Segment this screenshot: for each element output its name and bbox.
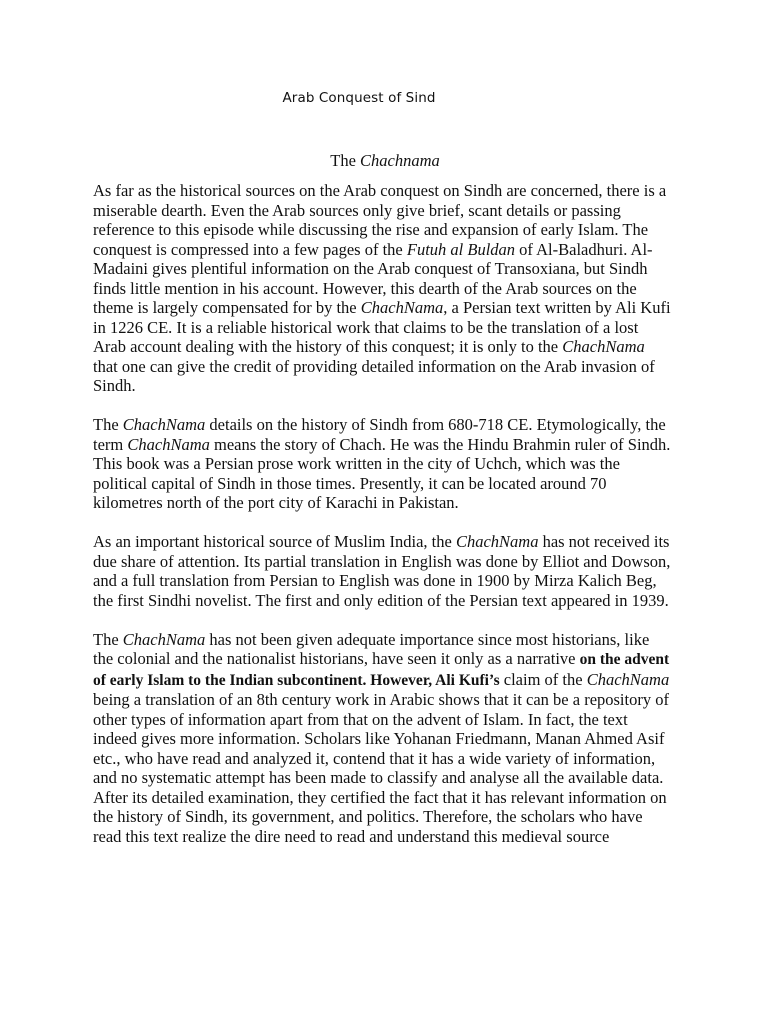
paragraph-text: claim of the <box>499 669 587 689</box>
paragraph-text: The <box>93 415 123 434</box>
paragraph-2 <box>93 415 673 513</box>
italic-title: ChachNama <box>562 337 645 356</box>
italic-title: ChachNama <box>127 434 210 454</box>
italic-title: ChachNama <box>122 415 206 434</box>
paragraph-text: means the story of Chach. He was the Hindu Brahmin ruler of Sindh. This book was a Persian prose work written in the city of Uchch, which was the political capital of Sindh in those times. Presently, it can be located around 70 kilometres north of the port city of Karachi in Pakistan. <box>93 434 671 512</box>
paragraph-3 <box>93 532 673 610</box>
paragraph-text: details on the history of Sindh from 680-718 CE. Etymologically, the term <box>93 415 666 454</box>
italic-title: ChachNama <box>455 532 539 551</box>
italic-title: ChachNama <box>360 298 444 317</box>
section-heading-italic: Chachnama <box>360 151 440 170</box>
paragraph-1 <box>93 181 673 396</box>
paragraph-text: The <box>93 629 123 649</box>
italic-title: Futuh al Buldan <box>406 239 516 259</box>
document-title: Arab Conquest of Sind <box>282 90 436 106</box>
italic-title: ChachNama <box>586 669 670 689</box>
paragraph-text: has not been given adequate importance since most historians, like the colonial and the nationalist historians, have seen it only as a narrative <box>93 629 650 668</box>
paragraph-text: of Al-Baladhuri. Al-Madaini gives plentiful information on the Arab conquest of Transoxiana, but Sindh finds little mention in his account. However, this dearth of the Arab sources on the theme is largely compensated for by the <box>93 239 653 317</box>
paragraph-4 <box>93 630 673 847</box>
document-body <box>93 181 673 866</box>
paragraph-text: As far as the historical sources on the Arab conquest on Sindh are concerned, there is a miserable dearth. Even the Arab sources only give brief, scant details or passing reference to this episode while discussing the rise and expansion of early Islam. The conquest is compressed into a few pages of the <box>93 181 667 259</box>
paragraph-text: that one can give the credit of providing detailed information on the Arab invasion of Sindh. <box>93 356 655 395</box>
paragraph-text: As an important historical source of Muslim India, the <box>93 532 456 551</box>
paragraph-text: has not received its due share of attention. Its partial translation in English was done by Elliot and Dowson, and a full translation from Persian to English was done in 1900 by Mirza Kalich Beg, the first Sindhi novelist. The first and only edition of the Persian text appeared in 1939. <box>93 532 671 610</box>
italic-title: ChachNama <box>122 629 206 649</box>
section-heading-prefix: The <box>330 151 361 170</box>
paragraph-text: being a translation of an 8th century work in Arabic shows that it can be a repository of other types of information apart from that on the advent of Islam. In fact, the text indeed gives more information. Scholars like Yohanan Friedmann, Manan Ahmed Asif etc., who have read and analyzed it, contend that it has a wide variety of information, and no systematic attempt has been made to classify and analyse all the available data. After its detailed examination, they certified the fact that it has relevant information on the history of Sindh, its government, and politics. Therefore, the scholars who have read this text realize the dire need to read and understand this medieval source <box>93 690 669 846</box>
paragraph-text: , a Persian text written by Ali Kufi in 1226 CE. It is a reliable historical work that claims to be the translation of a lost Arab account dealing with the history of this conquest; it is only to the <box>93 298 671 356</box>
bold-text: on the advent of early Islam to the Indian subcontinent. However, Ali Kufi’s <box>93 651 670 689</box>
section-heading <box>0 151 768 171</box>
